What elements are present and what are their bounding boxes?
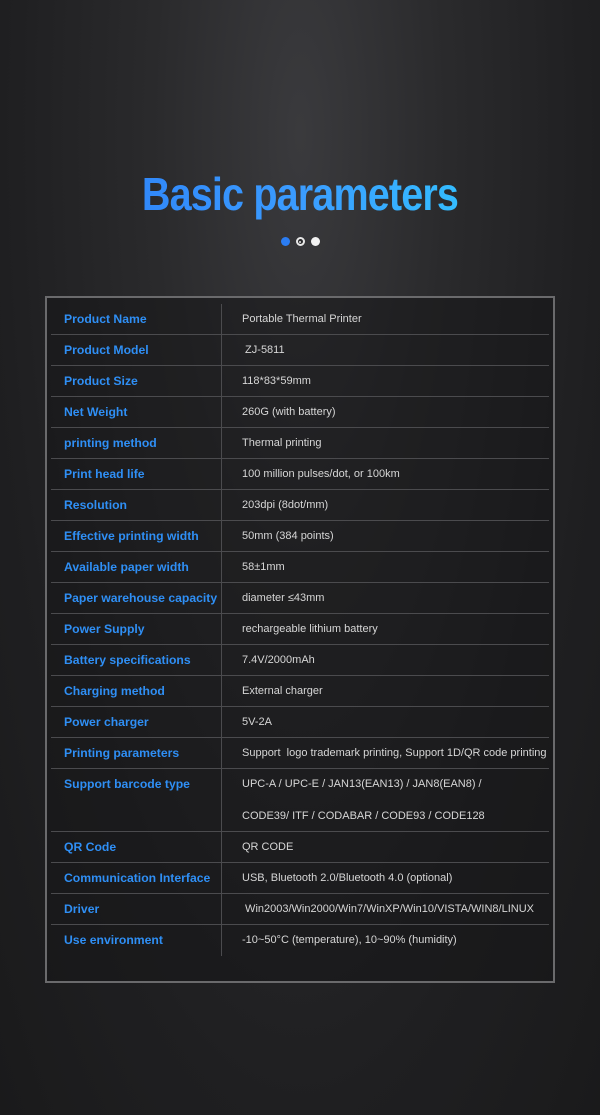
spec-label: Effective printing width [51,521,222,551]
table-row [51,645,549,676]
spec-table-frame [45,296,555,983]
dot-white-icon [311,237,320,246]
spec-table [51,304,549,956]
spec-label: QR Code [51,832,222,862]
spec-label: Driver [51,894,222,924]
spec-label: Use environment [51,925,222,956]
table-row [51,459,549,490]
spec-label: Product Size [51,366,222,396]
spec-value: Thermal printing [242,437,322,449]
table-row [51,769,549,832]
spec-value: 50mm (384 points) [242,530,334,542]
spec-label: Resolution [51,490,222,520]
spec-value: 100 million pulses/dot, or 100km [242,468,400,480]
table-row [51,428,549,459]
pagination-dots [0,237,600,246]
spec-label: Support barcode type [51,769,222,831]
table-row [51,397,549,428]
spec-value: Win2003/Win2000/Win7/WinXP/Win10/VISTA/WIN8/LINUX [242,903,535,915]
spec-value: Portable Thermal Printer [242,313,362,325]
table-row [51,304,549,335]
spec-label: Paper warehouse capacity [51,583,222,613]
table-row [51,366,549,397]
spec-value: diameter ≤43mm [242,592,325,604]
spec-value: Support logo trademark printing, Support 1D/QR code printing [242,747,547,759]
spec-value: ZJ-5811 [242,344,285,356]
spec-value: USB, Bluetooth 2.0/Bluetooth 4.0 (optional) [242,872,453,884]
table-row [51,490,549,521]
spec-value [222,769,549,831]
table-row [51,676,549,707]
spec-value: 58±1mm [242,561,285,573]
spec-label: Product Name [51,304,222,334]
page-title: Basic parameters [42,166,558,222]
spec-value: rechargeable lithium battery [242,623,378,635]
spec-label: Printing parameters [51,738,222,768]
spec-label: Power Supply [51,614,222,644]
spec-label: Communication Interface [51,863,222,893]
spec-value: QR CODE [242,841,294,853]
spec-label: Net Weight [51,397,222,427]
table-row [51,335,549,366]
spec-label: Battery specifications [51,645,222,675]
spec-label: Available paper width [51,552,222,582]
table-row [51,552,549,583]
spec-value-line: UPC-A / UPC-E / JAN13(EAN13) / JAN8(EAN8) / [242,778,482,790]
table-row [51,583,549,614]
table-row [51,521,549,552]
table-row [51,832,549,863]
table-row [51,925,549,956]
spec-label: Product Model [51,335,222,365]
table-row [51,738,549,769]
spec-value: 5V-2A [242,716,272,728]
spec-value: External charger [242,685,323,697]
spec-label: printing method [51,428,222,458]
spec-label: Power charger [51,707,222,737]
spec-label: Charging method [51,676,222,706]
dot-active-icon [281,237,290,246]
table-row [51,614,549,645]
spec-value: -10~50°C (temperature), 10~90% (humidity) [242,934,457,946]
spec-label: Print head life [51,459,222,489]
spec-value-line: CODE39/ ITF / CODABAR / CODE93 / CODE128 [242,809,485,822]
table-row [51,863,549,894]
spec-value: 118*83*59mm [242,375,311,387]
dot-ring-icon [296,237,305,246]
spec-value: 260G (with battery) [242,406,336,418]
table-row [51,707,549,738]
spec-value: 203dpi (8dot/mm) [242,499,329,511]
spec-value: 7.4V/2000mAh [242,654,315,666]
table-row [51,894,549,925]
